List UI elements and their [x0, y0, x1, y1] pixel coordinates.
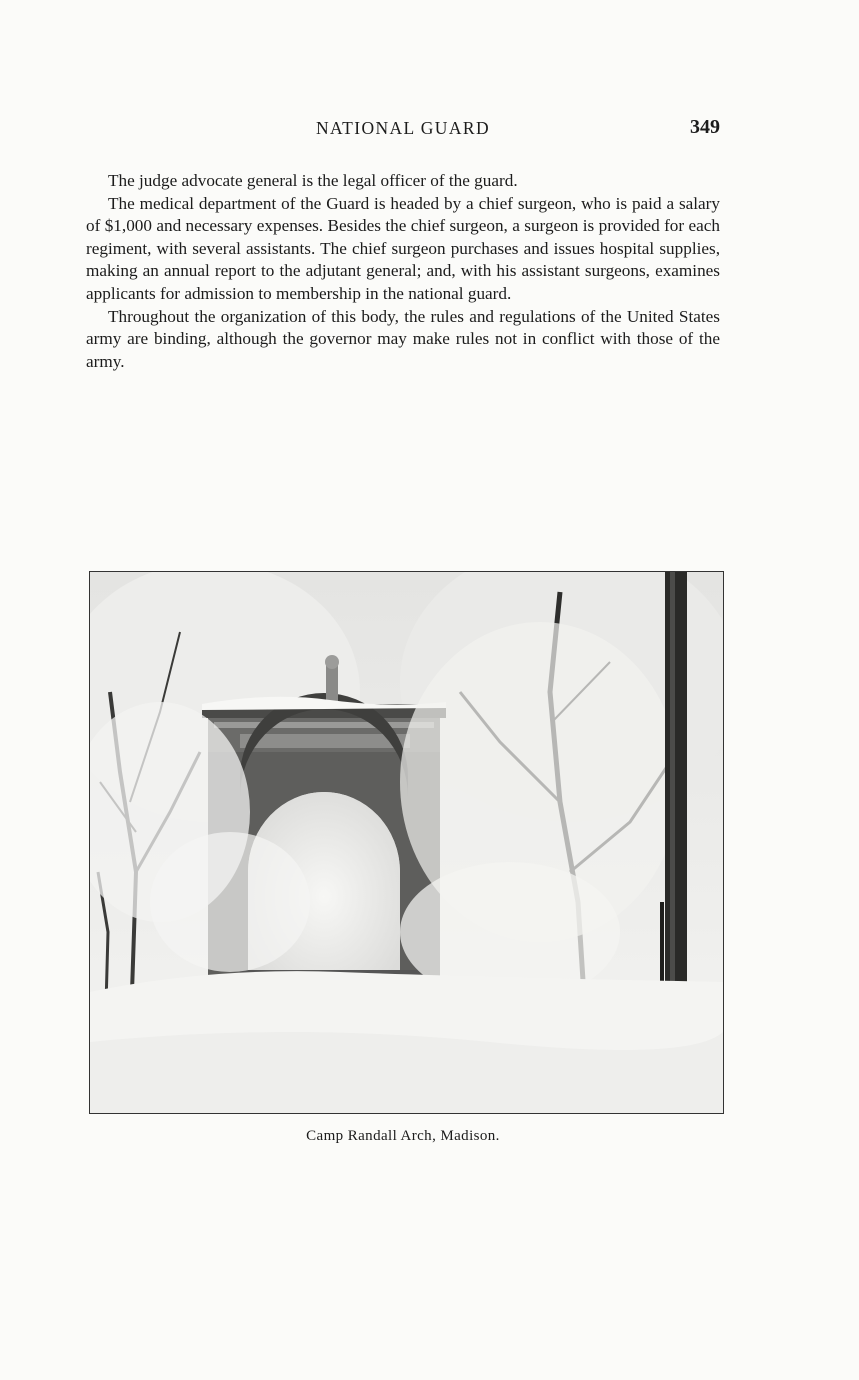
running-title: NATIONAL GUARD [315, 118, 490, 138]
body-text [86, 170, 720, 373]
figure-caption: Camp Randall Arch, Madison. [306, 1128, 500, 1144]
page-number: 349 [690, 116, 720, 138]
paragraph-judge-advocate: The judge advocate general is the legal officer of the guard. [108, 171, 518, 190]
paragraph-medical-department: The medical department of the Guard is headed by a chief surgeon, who is paid a salary of $1,000 and necessary expenses. Besides the chief surgeon, a surgeon is provided for each regiment, with several assistants. The chief surgeon purchases and issues hospital supplies, making an annual report to the adjutant general; and, with his assistant surgeons, examines applicants for admission to membership in the national guard. [86, 193, 720, 303]
photograph-plate [89, 571, 724, 1114]
running-head [86, 118, 720, 146]
snowy-arch-photograph [90, 572, 723, 1113]
paragraph-army-rules: Throughout the organization of this body, the rules and regulations of the United States army are binding, although the governor may make rules not in conflict with those of the army. [86, 306, 720, 371]
